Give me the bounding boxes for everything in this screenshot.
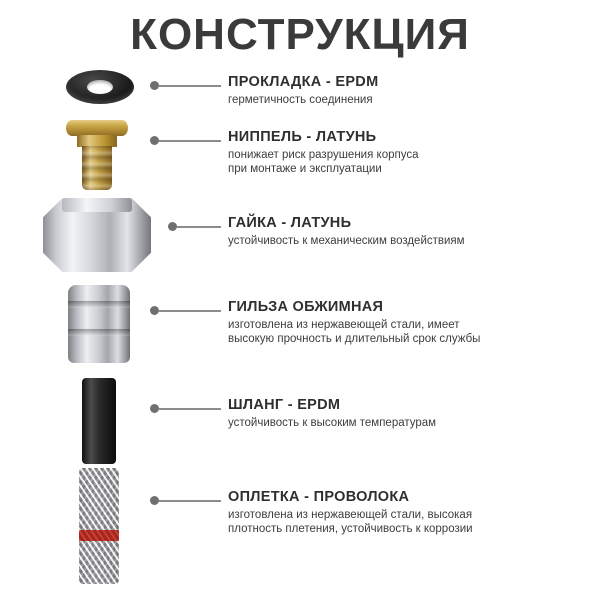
label-nipple (228, 129, 418, 176)
label-gasket (228, 74, 378, 107)
leader-dot-gasket (150, 81, 159, 90)
label-braid-desc-1: плотность плетения, устойчивость к коррозии (228, 523, 473, 535)
leader-line-gasket (159, 85, 221, 87)
leader-dot-hose (150, 404, 159, 413)
label-braid (228, 489, 473, 536)
leader-line-braid (159, 500, 221, 502)
label-gasket-title: ПРОКЛАДКА - EPDM (228, 74, 379, 90)
rubber-hose-icon (82, 378, 116, 464)
label-sleeve (228, 299, 480, 346)
nipple-head (66, 120, 128, 136)
braid-blue-stripe (79, 550, 119, 561)
leader-dot-nut (168, 222, 177, 231)
label-nipple-title: НИППЕЛЬ - ЛАТУНЬ (228, 129, 377, 145)
leader-line-nut (177, 226, 221, 228)
braid-red-stripe (79, 530, 119, 541)
label-hose-desc-0: устойчивость к высоким температурам (228, 417, 437, 429)
nipple-barb (82, 146, 112, 190)
sleeve-body (68, 285, 130, 363)
sleeve-band-lower (68, 329, 130, 336)
leader-dot-braid (150, 496, 159, 505)
leader-dot-nipple (150, 136, 159, 145)
label-nipple-desc-1: при монтаже и эксплуатации (228, 163, 382, 175)
sleeve-band-upper (68, 301, 130, 308)
label-nut-desc-0: устойчивость к механическим воздействиям (228, 235, 465, 247)
label-nut (228, 215, 465, 248)
leader-line-hose (159, 408, 221, 410)
label-hose (228, 397, 436, 430)
leader-line-nipple (159, 140, 221, 142)
leader-dot-sleeve (150, 306, 159, 315)
label-hose-title: ШЛАНГ - EPDM (228, 397, 341, 413)
washer-ring-icon (66, 70, 134, 104)
label-gasket-desc-0: герметичность соединения (228, 94, 373, 106)
label-braid-title: ОПЛЕТКА - ПРОВОЛОКА (228, 489, 410, 505)
leader-line-sleeve (159, 310, 221, 312)
page-title: КОНСТРУКЦИЯ (130, 10, 470, 59)
braid-body (79, 468, 119, 584)
label-sleeve-desc-0: изготовлена из нержавеющей стали, имеет (228, 319, 460, 331)
label-sleeve-desc-1: высокую прочность и длительный срок службы (228, 333, 481, 345)
nut-top-face (62, 198, 132, 212)
steel-braid-icon (79, 468, 119, 584)
label-braid-desc-0: изготовлена из нержавеющей стали, высокая (228, 509, 473, 521)
hex-nut-icon (43, 198, 151, 272)
label-nut-title: ГАЙКА - ЛАТУНЬ (228, 215, 352, 231)
crimp-sleeve-icon (68, 285, 130, 363)
label-nipple-desc-0: понижает риск разрушения корпуса (228, 149, 419, 161)
label-sleeve-title: ГИЛЬЗА ОБЖИМНАЯ (228, 299, 384, 315)
